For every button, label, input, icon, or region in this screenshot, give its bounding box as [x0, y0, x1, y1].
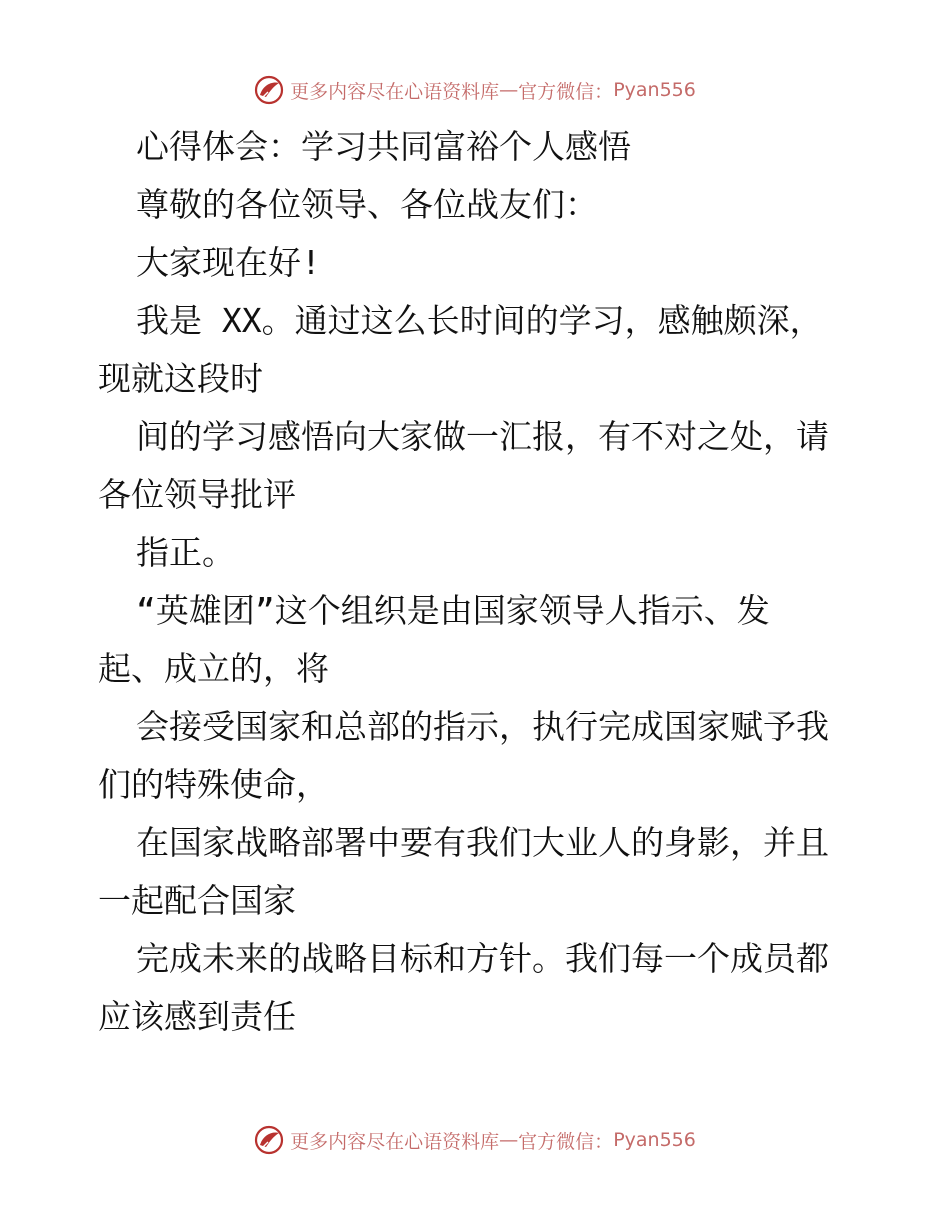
- paragraph-line: “英雄团”这个组织是由国家领导人指示、发: [136, 591, 770, 630]
- banner-dash: —: [499, 79, 519, 101]
- banner-brand-text: 更多内容尽在心语资料库: [290, 80, 500, 103]
- paragraph-line: 们的特殊使命，: [98, 765, 329, 804]
- paragraph-line: 一起配合国家: [98, 881, 296, 920]
- pen-nib-logo-icon: [254, 1125, 284, 1155]
- banner-wechat-handle: Pyan556: [613, 1129, 696, 1151]
- footer-watermark-banner: [0, 1120, 950, 1160]
- header-watermark-banner: [0, 70, 950, 110]
- banner-wechat-handle: Pyan556: [613, 79, 696, 101]
- paragraph-line: 应该感到责任: [98, 997, 296, 1036]
- document-body: [98, 118, 858, 1046]
- salutation: 尊敬的各位领导、各位战友们：: [136, 185, 598, 224]
- paragraph-line: 指正。: [136, 533, 235, 572]
- document-title: 心得体会：学习共同富裕个人感悟: [136, 127, 631, 166]
- paragraph-line: 现就这段时: [98, 359, 263, 398]
- paragraph-line: 起、成立的，将: [98, 649, 329, 688]
- paragraph-line: 会接受国家和总部的指示，执行完成国家赋予我: [136, 707, 829, 746]
- banner-wechat-label: 官方微信：: [518, 80, 614, 103]
- greeting: 大家现在好!: [136, 243, 321, 282]
- banner-dash: —: [499, 1129, 519, 1151]
- paragraph-line: 各位领导批评: [98, 475, 296, 514]
- paragraph-line: 在国家战略部署中要有我们大业人的身影，并且: [136, 823, 829, 862]
- banner-wechat-label: 官方微信：: [518, 1130, 614, 1153]
- paragraph-line: 完成未来的战略目标和方针。我们每一个成员都: [136, 939, 829, 978]
- banner-brand-text: 更多内容尽在心语资料库: [290, 1130, 500, 1153]
- paragraph-line: 我是 XX。通过这么长时间的学习，感触颇深，: [136, 301, 823, 340]
- paragraph-line: 间的学习感悟向大家做一汇报，有不对之处，请: [136, 417, 829, 456]
- pen-nib-logo-icon: [254, 75, 284, 105]
